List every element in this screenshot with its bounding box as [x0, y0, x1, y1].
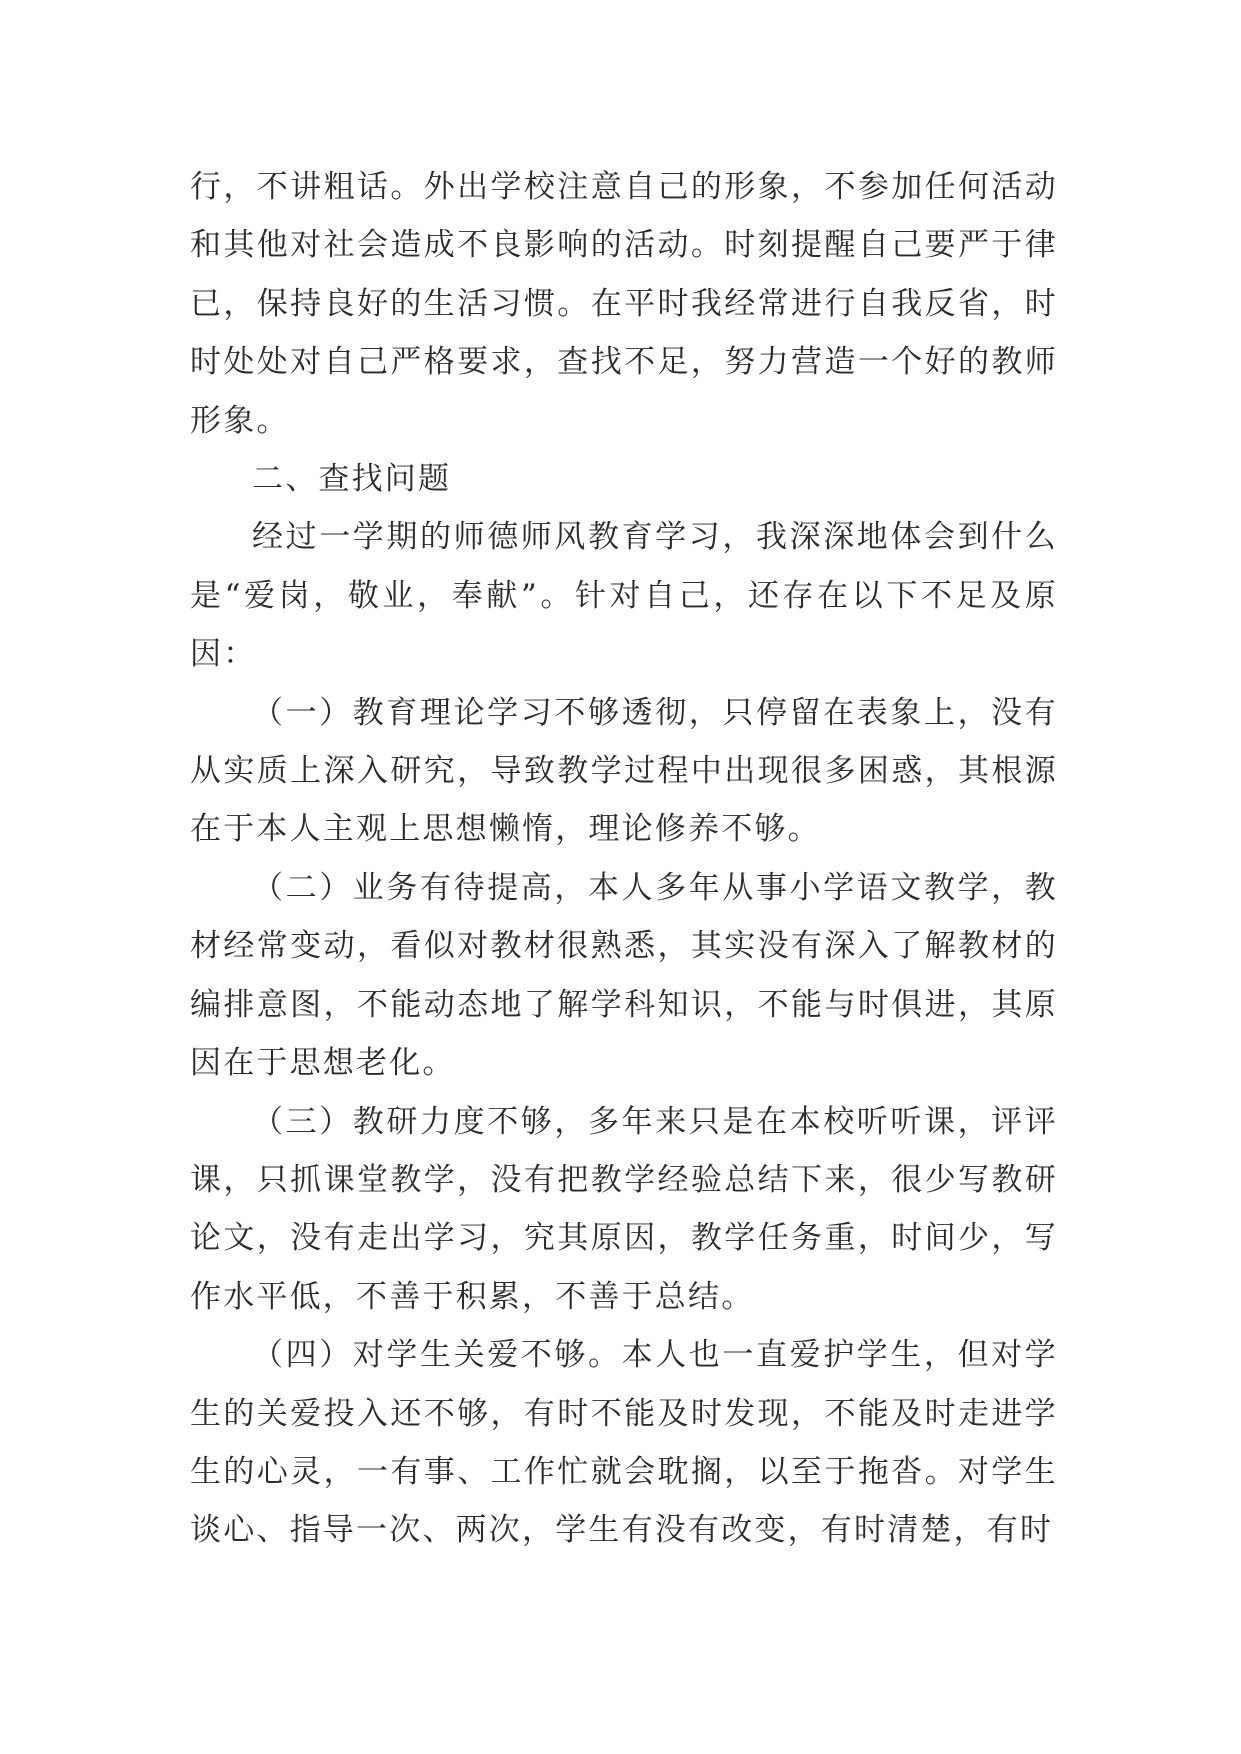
- paragraph-item-2: （二）业务有待提高，本人多年从事小学语文教学，教材经常变动，看似对教材很熟悉，其实没有深入了解教材的编排意图，不能动态地了解学科知识，不能与时俱进，其原因在于思想老化。: [190, 869, 1058, 1082]
- document-body: [190, 158, 1058, 1560]
- section-heading-find-problems: 二、查找问题: [252, 461, 452, 498]
- paragraph-item-4: （四）对学生关爱不够。本人也一直爱护学生，但对学生的关爱投入还不够，有时不能及时发现，不能及时走进学生的心灵，一有事、工作忙就会耽搁，以至于拖沓。对学生谈心、指导一次、两次，学生有没有改变，有时清楚，有时: [190, 1337, 1058, 1549]
- paragraph-item-3: （三）教研力度不够，多年来只是在本校听听课，评评课，只抓课堂教学，没有把教学经验总结下来，很少写教研论文，没有走出学习，究其原因，教学任务重，时间少，写作水平低，不善于积累，不善于总结。: [190, 1103, 1058, 1315]
- paragraph-continuation: 行，不讲粗话。外出学校注意自己的形象，不参加任何活动和其他对社会造成不良影响的活动。时刻提醒自己要严于律已，保持良好的生活习惯。在平时我经常进行自我反省，时时处处对自己严格要求，查找不足，努力营造一个好的教师形象。: [190, 169, 1058, 439]
- paragraph-item-1: （一）教育理论学习不够透彻，只停留在表象上，没有从实质上深入研究，导致教学过程中出现很多困惑，其根源在于本人主观上思想懒惰，理论修养不够。: [190, 694, 1058, 848]
- paragraph-intro: 经过一学期的师德师风教育学习，我深深地体会到什么是“爱岗，敬业，奉献”。针对自己，还存在以下不足及原因：: [190, 519, 1058, 673]
